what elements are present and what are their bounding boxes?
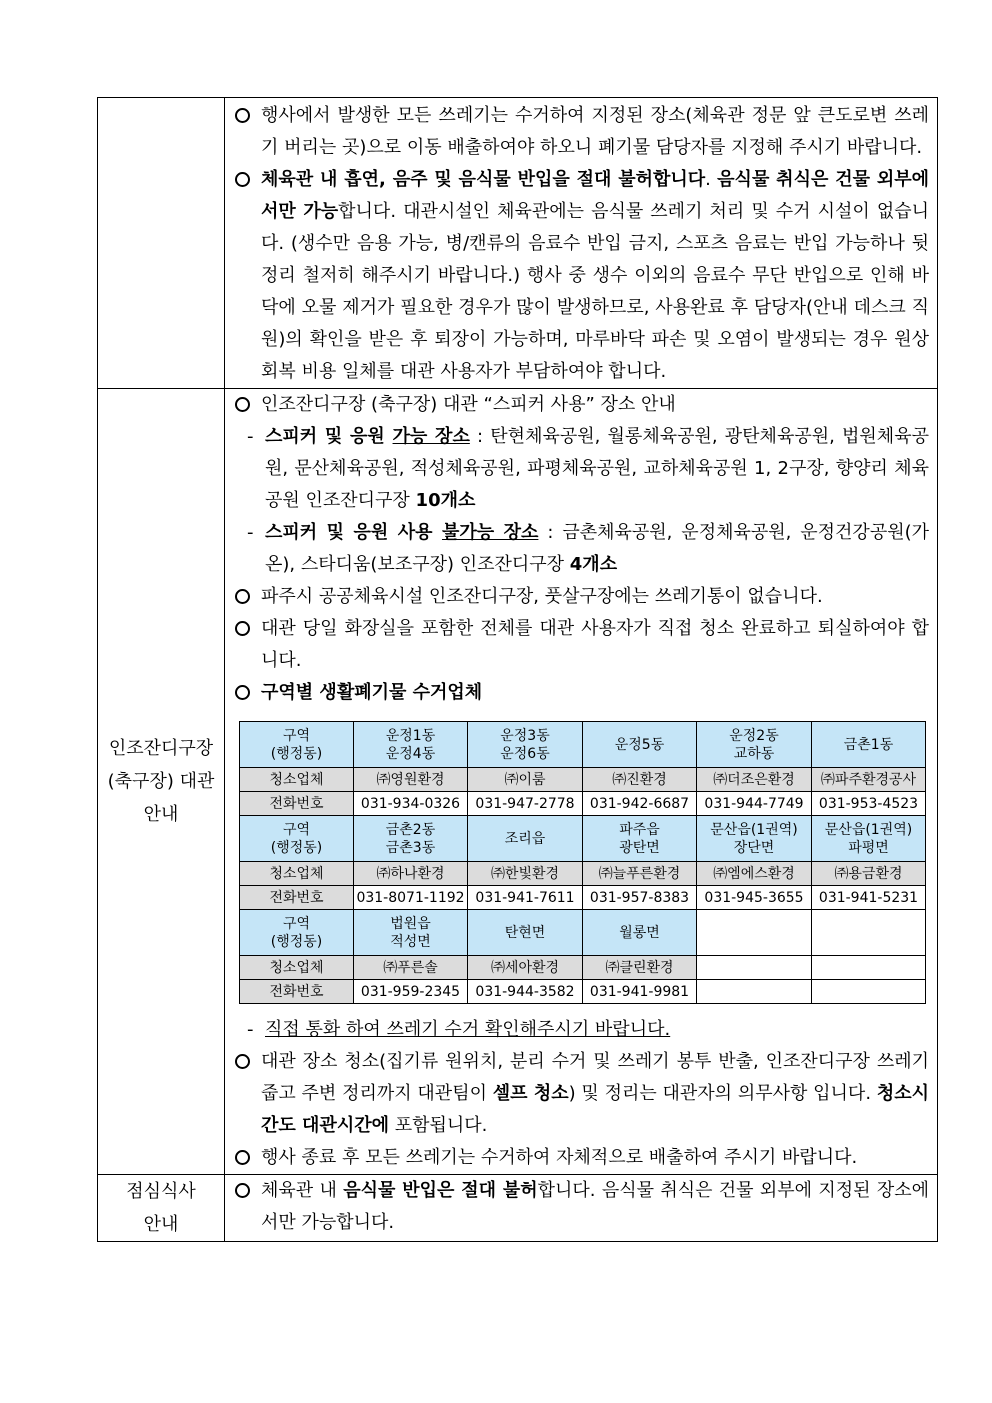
area-cell: 월롱면 [583, 910, 697, 956]
area-header-cell: 구역 (행정동) [240, 910, 354, 956]
area-cell: 운정1동 운정4동 [354, 722, 468, 768]
speaker-prohibited-places: - 스피커 및 응원 사용 불가능 장소 : 금촌체육공원, 운정체육공원, 운정건강공원(가온), 스타디움(보조구장) 인조잔디구장 4개소 [247, 522, 930, 575]
phone-row [240, 980, 926, 1004]
general-rules-row [98, 98, 938, 389]
area-cell: 운정5동 [583, 722, 697, 768]
company-cell: ㈜파주환경공사 [812, 768, 926, 792]
collector-table-title: 구역별 생활폐기물 수거업체 [233, 677, 929, 709]
waste-disposal-item: 행사에서 발생한 모든 쓰레기는 수거하여 지정된 장소(체육관 정문 앞 큰도로변 쓰레기 버리는 곳)으로 이동 배출하여야 하오니 폐기물 담당자를 지정해 주시기 바랍니다. [233, 100, 929, 164]
lunch-row [98, 1175, 938, 1242]
eat-outside-text: 음식물 취식은 건물 외부에서만 가능 [261, 169, 929, 222]
turf-field-content [225, 389, 938, 1175]
company-cell: ㈜한빛환경 [468, 862, 583, 886]
guide-table [97, 97, 938, 1242]
no-food-item: 체육관 내 흡연, 음주 및 음식물 반입을 절대 불허합니다. 음식물 취식은 건물 외부에서만 가능합니다. 대관시설인 체육관에는 음식물 쓰레기 처리 및 수거 시설이 없습니다. (생수만 음용 가능, 병/캔류의 음료수 반입 금지, 스포츠 음료는 반입 가능하나 뒷정리 철저히 해주시기 바랍니다.) 행사 중 생수 이외의 음료수 무단 반입으로 인해 바닥에 오물 제거가 필요한 경우가 많이 발생하므로, 사용완료 후 담당자(안내 데스크 직원)의 확인을 받은 후 퇴장이 가능하며, 마루바닥 파손 및 오염이 발생되는 경우 원상회복 비용 일체를 대관 사용자가 부담하여야 합니다. [233, 164, 929, 388]
phone-cell: 031-945-3655 [697, 886, 812, 910]
phone-cell: 031-941-9981 [583, 980, 697, 1004]
circle-bullet-icon [235, 108, 250, 123]
phone-cell: 031-8071-1192 [354, 886, 468, 910]
phone-row [240, 886, 926, 910]
speaker-allowed-places: - 스피커 및 응원 가능 장소 : 탄현체육공원, 월롱체육공원, 광탄체육공원, 법원체육공원, 문산체육공원, 적성체육공원, 파평체육공원, 교하체육공원 1, 2구장, 향양리 체육공원 인조잔디구장 10개소 [247, 426, 929, 511]
circle-bullet-icon [235, 621, 250, 636]
company-header-cell: 청소업체 [240, 862, 354, 886]
company-row [240, 862, 926, 886]
company-row [240, 956, 926, 980]
phone-header-cell: 전화번호 [240, 792, 354, 816]
company-cell: ㈜클린환경 [583, 956, 697, 980]
phone-cell: 031-944-3582 [468, 980, 583, 1004]
phone-cell: 031-941-7611 [468, 886, 583, 910]
area-cell: 파주읍 광탄면 [583, 816, 697, 862]
area-row [240, 910, 926, 956]
circle-bullet-icon [235, 397, 250, 412]
company-cell: ㈜더조은환경 [697, 768, 812, 792]
area-cell: 금촌2동 금촌3동 [354, 816, 468, 862]
no-smoking-text: 체육관 내 흡연, 음주 및 음식물 반입을 절대 불허합니다 [261, 169, 706, 190]
company-cell: ㈜푸른솔 [354, 956, 468, 980]
company-cell: ㈜진환경 [583, 768, 697, 792]
circle-bullet-icon [235, 1183, 250, 1198]
area-cell: 금촌1동 [812, 722, 926, 768]
company-cell: ㈜이룸 [468, 768, 583, 792]
company-cell [697, 956, 812, 980]
speaker-guide-title: 인조잔디구장 (축구장) 대관 “스피커 사용” 장소 안내 [233, 389, 929, 421]
area-cell: 운정3동 운정6동 [468, 722, 583, 768]
circle-bullet-icon [235, 172, 250, 187]
area-cell: 탄현면 [468, 910, 583, 956]
phone-cell: 031-944-7749 [697, 792, 812, 816]
waste-collector-table [239, 721, 926, 1004]
lunch-label: 점심식사 안내 [98, 1175, 225, 1242]
phone-cell: 031-957-8383 [583, 886, 697, 910]
area-cell: 문산읍(1권역) 파평면 [812, 816, 926, 862]
area-header-cell: 구역 (행정동) [240, 816, 354, 862]
circle-bullet-icon [235, 1150, 250, 1165]
area-row [240, 722, 926, 768]
lunch-content [225, 1175, 938, 1242]
company-cell: ㈜늘푸른환경 [583, 862, 697, 886]
phone-header-cell: 전화번호 [240, 886, 354, 910]
company-cell: ㈜영원환경 [354, 768, 468, 792]
area-cell [697, 910, 812, 956]
turf-field-label: 인조잔디구장(축구장) 대관 안내 [98, 389, 225, 1175]
circle-bullet-icon [235, 685, 250, 700]
company-header-cell: 청소업체 [240, 768, 354, 792]
company-cell [812, 956, 926, 980]
phone-header-cell: 전화번호 [240, 980, 354, 1004]
lunch-note: 체육관 내 음식물 반입은 절대 불허합니다. 음식물 취식은 건물 외부에 지정된 장소에서만 가능합니다. [233, 1175, 929, 1239]
company-cell: ㈜하나환경 [354, 862, 468, 886]
area-cell: 운정2동 교하동 [697, 722, 812, 768]
phone-cell: 031-934-0326 [354, 792, 468, 816]
area-header-cell: 구역 (행정동) [240, 722, 354, 768]
self-cleaning-note: 대관 장소 청소(집기류 원위치, 분리 수거 및 쓰레기 봉투 반출, 인조잔디구장 쓰레기 줍고 주변 정리까지 대관팀이 셀프 청소) 및 정리는 대관자의 의무사항 입니다. 청소시간도 대관시간에 포함됩니다. [233, 1046, 929, 1142]
company-cell: ㈜엠에스환경 [697, 862, 812, 886]
phone-cell [697, 980, 812, 1004]
phone-cell: 031-953-4523 [812, 792, 926, 816]
company-row [240, 768, 926, 792]
phone-row [240, 792, 926, 816]
area-cell: 조리읍 [468, 816, 583, 862]
phone-cell [812, 980, 926, 1004]
no-trash-bin-note: 파주시 공공체육시설 인조잔디구장, 풋살구장에는 쓰레기통이 없습니다. [233, 581, 929, 613]
general-rules-label [98, 98, 225, 389]
trash-collect-note: 행사 종료 후 모든 쓰레기는 수거하여 자체적으로 배출하여 주시기 바랍니다. [233, 1142, 929, 1174]
phone-cell: 031-942-6687 [583, 792, 697, 816]
turf-field-row [98, 389, 938, 1175]
area-row [240, 816, 926, 862]
company-header-cell: 청소업체 [240, 956, 354, 980]
phone-cell: 031-959-2345 [354, 980, 468, 1004]
general-rules-content [225, 98, 938, 389]
company-cell: ㈜용금환경 [812, 862, 926, 886]
cleaning-note: 대관 당일 화장실을 포함한 전체를 대관 사용자가 직접 청소 완료하고 퇴실하여야 합니다. [233, 613, 929, 677]
call-confirm-note: - 직접 통화 하여 쓰레기 수거 확인해주시기 바랍니다. [247, 1019, 671, 1040]
area-cell [812, 910, 926, 956]
phone-cell: 031-947-2778 [468, 792, 583, 816]
company-cell: ㈜세아환경 [468, 956, 583, 980]
circle-bullet-icon [235, 1054, 250, 1069]
area-cell: 법원읍 적성면 [354, 910, 468, 956]
circle-bullet-icon [235, 589, 250, 604]
phone-cell: 031-941-5231 [812, 886, 926, 910]
area-cell: 문산읍(1권역) 장단면 [697, 816, 812, 862]
